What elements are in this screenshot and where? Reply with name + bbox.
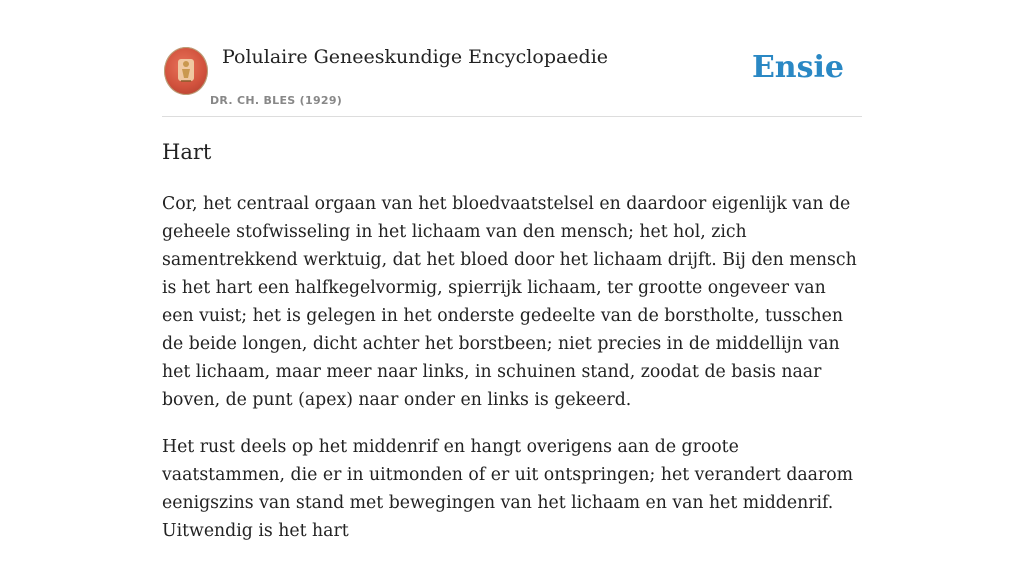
entry-body: [162, 190, 862, 564]
entry-paragraph: Het rust deels op het middenrif en hangt overigens aan de groote vaatstammen, die er in uitmonden of er uit ontspringen; het verandert daarom eenigszins van stand met bewegingen van het lichaam en van het middenrif. Uitwendig is het hart: [162, 437, 854, 541]
header: [162, 40, 862, 117]
book-cover-figure: [164, 47, 208, 95]
site-logo[interactable]: Ensie: [751, 50, 844, 85]
book-title[interactable]: Polulaire Geneeskundige Encyclopaedie: [222, 46, 609, 68]
entry-paragraph: Cor, het centraal orgaan van het bloedvaatstelsel en daardoor eigenlijk van de geheele stofwisseling in het lichaam van den mensch; het hol, zich samentrekkend werktuig, dat het bloed door het lichaam drijft. Bij den mensch is het hart een halfkegelvormig, spierrijk lichaam, ter grootte ongeveer van een vuist; het is gelegen in het onderste gedeelte van de borstholte, tusschen de beide longen, dicht achter het borstbeen; niet precies in de middellijn van het lichaam, maar meer naar links, in schuinen stand, zoodat de basis naar boven, de punt (apex) naar onder en links is gekeerd.: [162, 194, 857, 410]
book-cover-icon[interactable]: [164, 47, 208, 95]
book-author: DR. CH. BLES (1929): [210, 94, 343, 107]
entry-title: Hart: [162, 140, 212, 164]
